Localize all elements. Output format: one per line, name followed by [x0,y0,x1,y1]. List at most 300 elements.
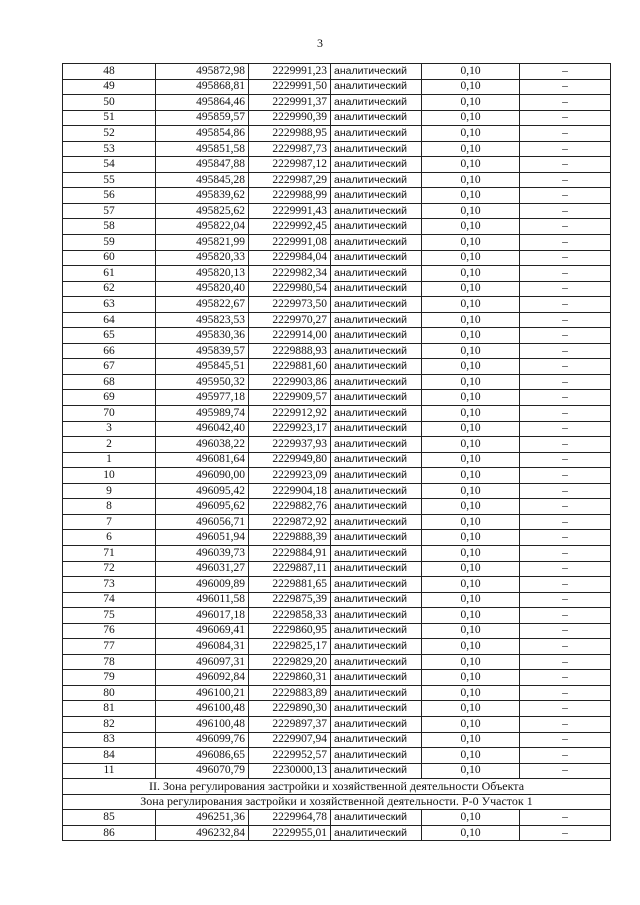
coordinate-y-cell: 2229881,60 [249,359,331,375]
page-number: 3 [317,36,323,50]
note-cell: – [520,748,611,764]
coordinate-y-cell: 2229991,08 [249,235,331,251]
coordinate-x-cell: 495977,18 [156,390,249,406]
coordinate-x-cell: 496086,65 [156,748,249,764]
point-number-cell: 67 [63,359,156,375]
coordinate-x-cell: 496081,64 [156,452,249,468]
method-cell: аналитический [331,266,422,282]
note-cell: – [520,810,611,826]
accuracy-cell: 0,10 [422,763,520,779]
accuracy-cell: 0,10 [422,561,520,577]
accuracy-cell: 0,10 [422,328,520,344]
method-cell: аналитический [331,203,422,219]
coordinate-x-cell: 495823,53 [156,312,249,328]
table-body-plot-1 [63,810,611,841]
point-number-cell: 66 [63,343,156,359]
method-cell: аналитический [331,110,422,126]
table-row [63,639,611,655]
method-cell: аналитический [331,763,422,779]
coordinate-x-cell: 496097,31 [156,654,249,670]
note-cell: – [520,266,611,282]
point-number-cell: 75 [63,608,156,624]
note-cell: – [520,390,611,406]
note-cell: – [520,670,611,686]
table-row [63,312,611,328]
note-cell: – [520,639,611,655]
coordinate-y-cell: 2229881,65 [249,577,331,593]
coordinate-y-cell: 2229987,73 [249,141,331,157]
coordinate-x-cell: 496031,27 [156,561,249,577]
note-cell: – [520,188,611,204]
table-row [63,592,611,608]
accuracy-cell: 0,10 [422,452,520,468]
table-row [63,530,611,546]
table-row [63,654,611,670]
point-number-cell: 62 [63,281,156,297]
method-cell: аналитический [331,406,422,422]
coordinate-x-cell: 495830,36 [156,328,249,344]
table-row [63,452,611,468]
accuracy-cell: 0,10 [422,810,520,826]
table-row [63,110,611,126]
coordinate-x-cell: 496009,89 [156,577,249,593]
coordinate-y-cell: 2229909,57 [249,390,331,406]
note-cell: – [520,701,611,717]
section-heading-row [63,779,611,795]
method-cell: аналитический [331,219,422,235]
table-row [63,141,611,157]
method-cell: аналитический [331,639,422,655]
point-number-cell: 69 [63,390,156,406]
coordinate-x-cell: 496100,48 [156,716,249,732]
table-row [63,374,611,390]
accuracy-cell: 0,10 [422,514,520,530]
method-cell: аналитический [331,748,422,764]
table-row [63,281,611,297]
method-cell: аналитический [331,157,422,173]
method-cell: аналитический [331,483,422,499]
point-number-cell: 9 [63,483,156,499]
note-cell: – [520,374,611,390]
note-cell: – [520,452,611,468]
table-row [63,79,611,95]
note-cell: – [520,577,611,593]
section-heading-subtitle: Зона регулирования застройки и хозяйственной деятельности. Р-0 Участок 1 [63,794,611,810]
coordinate-x-cell: 495820,13 [156,266,249,282]
note-cell: – [520,499,611,515]
point-number-cell: 82 [63,716,156,732]
accuracy-cell: 0,10 [422,545,520,561]
table-row [63,95,611,111]
point-number-cell: 80 [63,685,156,701]
note-cell: – [520,437,611,453]
accuracy-cell: 0,10 [422,701,520,717]
method-cell: аналитический [331,297,422,313]
accuracy-cell: 0,10 [422,235,520,251]
method-cell: аналитический [331,250,422,266]
accuracy-cell: 0,10 [422,297,520,313]
coordinate-x-cell: 495822,67 [156,297,249,313]
note-cell: – [520,763,611,779]
coordinate-y-cell: 2229990,39 [249,110,331,126]
note-cell: – [520,359,611,375]
note-cell: – [520,608,611,624]
coordinate-x-cell: 495845,28 [156,172,249,188]
accuracy-cell: 0,10 [422,203,520,219]
table-row [63,297,611,313]
coordinate-y-cell: 2229937,93 [249,437,331,453]
accuracy-cell: 0,10 [422,732,520,748]
point-number-cell: 6 [63,530,156,546]
coordinate-x-cell: 496011,58 [156,592,249,608]
point-number-cell: 50 [63,95,156,111]
accuracy-cell: 0,10 [422,468,520,484]
coordinate-y-cell: 2229872,92 [249,514,331,530]
coordinate-x-cell: 496251,36 [156,810,249,826]
method-cell: аналитический [331,188,422,204]
table-row [63,172,611,188]
accuracy-cell: 0,10 [422,654,520,670]
accuracy-cell: 0,10 [422,716,520,732]
note-cell: – [520,685,611,701]
coordinate-y-cell: 2230000,13 [249,763,331,779]
coordinate-x-cell: 495821,99 [156,235,249,251]
point-number-cell: 63 [63,297,156,313]
table-row [63,608,611,624]
method-cell: аналитический [331,732,422,748]
coordinate-y-cell: 2229973,50 [249,297,331,313]
coordinate-x-cell: 496092,84 [156,670,249,686]
point-number-cell: 54 [63,157,156,173]
point-number-cell: 52 [63,126,156,142]
coordinate-y-cell: 2229991,23 [249,64,331,80]
note-cell: – [520,219,611,235]
coordinate-y-cell: 2229952,57 [249,748,331,764]
table-row [63,126,611,142]
coordinate-y-cell: 2229914,00 [249,328,331,344]
note-cell: – [520,561,611,577]
accuracy-cell: 0,10 [422,281,520,297]
note-cell: – [520,110,611,126]
note-cell: – [520,281,611,297]
table-row [63,732,611,748]
note-cell: – [520,79,611,95]
point-number-cell: 2 [63,437,156,453]
note-cell: – [520,825,611,841]
coordinate-y-cell: 2229884,91 [249,545,331,561]
accuracy-cell: 0,10 [422,748,520,764]
method-cell: аналитический [331,623,422,639]
coordinate-y-cell: 2229987,29 [249,172,331,188]
coordinate-x-cell: 496069,41 [156,623,249,639]
accuracy-cell: 0,10 [422,670,520,686]
method-cell: аналитический [331,126,422,142]
table-row [63,188,611,204]
table-row [63,701,611,717]
method-cell: аналитический [331,79,422,95]
table-row [63,203,611,219]
accuracy-cell: 0,10 [422,577,520,593]
accuracy-cell: 0,10 [422,79,520,95]
accuracy-cell: 0,10 [422,623,520,639]
accuracy-cell: 0,10 [422,608,520,624]
point-number-cell: 64 [63,312,156,328]
point-number-cell: 85 [63,810,156,826]
table-row [63,499,611,515]
coordinate-y-cell: 2229897,37 [249,716,331,732]
coordinate-x-cell: 496090,00 [156,468,249,484]
method-cell: аналитический [331,499,422,515]
note-cell: – [520,235,611,251]
note-cell: – [520,592,611,608]
table-body-main [63,64,611,779]
coordinate-y-cell: 2229923,17 [249,421,331,437]
table-row [63,219,611,235]
accuracy-cell: 0,10 [422,312,520,328]
accuracy-cell: 0,10 [422,266,520,282]
coordinate-y-cell: 2229888,93 [249,343,331,359]
point-number-cell: 86 [63,825,156,841]
note-cell: – [520,172,611,188]
coordinate-y-cell: 2229825,17 [249,639,331,655]
coordinate-x-cell: 496095,62 [156,499,249,515]
accuracy-cell: 0,10 [422,343,520,359]
coordinate-x-cell: 496070,79 [156,763,249,779]
note-cell: – [520,623,611,639]
point-number-cell: 78 [63,654,156,670]
point-number-cell: 56 [63,188,156,204]
accuracy-cell: 0,10 [422,530,520,546]
table-row [63,825,611,841]
table-row [63,483,611,499]
coordinate-x-cell: 495847,88 [156,157,249,173]
accuracy-cell: 0,10 [422,359,520,375]
coordinate-x-cell: 495851,58 [156,141,249,157]
coordinate-y-cell: 2229949,80 [249,452,331,468]
accuracy-cell: 0,10 [422,390,520,406]
point-number-cell: 65 [63,328,156,344]
note-cell: – [520,312,611,328]
table-row [63,437,611,453]
point-number-cell: 79 [63,670,156,686]
accuracy-cell: 0,10 [422,172,520,188]
table-row [63,406,611,422]
coordinate-y-cell: 2229991,43 [249,203,331,219]
method-cell: аналитический [331,530,422,546]
coordinate-x-cell: 495839,57 [156,343,249,359]
accuracy-cell: 0,10 [422,219,520,235]
method-cell: аналитический [331,592,422,608]
note-cell: – [520,203,611,219]
method-cell: аналитический [331,452,422,468]
table-row [63,235,611,251]
point-number-cell: 84 [63,748,156,764]
method-cell: аналитический [331,608,422,624]
coordinate-x-cell: 495854,86 [156,126,249,142]
coordinate-x-cell: 495820,33 [156,250,249,266]
accuracy-cell: 0,10 [422,483,520,499]
point-number-cell: 81 [63,701,156,717]
note-cell: – [520,514,611,530]
point-number-cell: 71 [63,545,156,561]
point-number-cell: 51 [63,110,156,126]
point-number-cell: 10 [63,468,156,484]
table-row [63,577,611,593]
point-number-cell: 72 [63,561,156,577]
note-cell: – [520,732,611,748]
coordinate-y-cell: 2229904,18 [249,483,331,499]
accuracy-cell: 0,10 [422,825,520,841]
coordinate-x-cell: 495845,51 [156,359,249,375]
accuracy-cell: 0,10 [422,110,520,126]
point-number-cell: 11 [63,763,156,779]
coordinate-x-cell: 496017,18 [156,608,249,624]
note-cell: – [520,250,611,266]
coordinate-x-cell: 496084,31 [156,639,249,655]
note-cell: – [520,157,611,173]
method-cell: аналитический [331,670,422,686]
coordinate-x-cell: 495859,57 [156,110,249,126]
point-number-cell: 48 [63,64,156,80]
coordinate-y-cell: 2229991,37 [249,95,331,111]
coordinate-y-cell: 2229992,45 [249,219,331,235]
coordinate-y-cell: 2229984,04 [249,250,331,266]
table-row [63,670,611,686]
accuracy-cell: 0,10 [422,141,520,157]
method-cell: аналитический [331,561,422,577]
table-row [63,810,611,826]
coordinate-y-cell: 2229890,30 [249,701,331,717]
point-number-cell: 1 [63,452,156,468]
coordinate-y-cell: 2229988,95 [249,126,331,142]
note-cell: – [520,483,611,499]
coordinate-y-cell: 2229883,89 [249,685,331,701]
point-number-cell: 68 [63,374,156,390]
coordinate-x-cell: 495825,62 [156,203,249,219]
table-row [63,64,611,80]
method-cell: аналитический [331,359,422,375]
table-row [63,250,611,266]
coordinate-x-cell: 496099,76 [156,732,249,748]
table-row [63,545,611,561]
accuracy-cell: 0,10 [422,406,520,422]
point-number-cell: 73 [63,577,156,593]
coordinate-y-cell: 2229964,78 [249,810,331,826]
coordinate-x-cell: 495820,40 [156,281,249,297]
table-row [63,623,611,639]
accuracy-cell: 0,10 [422,188,520,204]
note-cell: – [520,126,611,142]
section-heading-row [63,794,611,810]
coordinate-y-cell: 2229860,31 [249,670,331,686]
note-cell: – [520,468,611,484]
point-number-cell: 70 [63,406,156,422]
coordinate-x-cell: 495989,74 [156,406,249,422]
note-cell: – [520,406,611,422]
table-row [63,328,611,344]
method-cell: аналитический [331,374,422,390]
method-cell: аналитический [331,281,422,297]
coordinate-y-cell: 2229982,34 [249,266,331,282]
note-cell: – [520,343,611,359]
coordinate-x-cell: 496100,48 [156,701,249,717]
table-row [63,468,611,484]
coordinate-x-cell: 495868,81 [156,79,249,95]
coordinate-x-cell: 496100,21 [156,685,249,701]
method-cell: аналитический [331,437,422,453]
note-cell: – [520,141,611,157]
method-cell: аналитический [331,421,422,437]
coordinate-y-cell: 2229882,76 [249,499,331,515]
point-number-cell: 77 [63,639,156,655]
accuracy-cell: 0,10 [422,499,520,515]
point-number-cell: 53 [63,141,156,157]
table-row [63,748,611,764]
point-number-cell: 57 [63,203,156,219]
point-number-cell: 59 [63,235,156,251]
coordinate-x-cell: 495839,62 [156,188,249,204]
note-cell: – [520,297,611,313]
table-row [63,390,611,406]
note-cell: – [520,95,611,111]
coordinate-x-cell: 496232,84 [156,825,249,841]
point-number-cell: 49 [63,79,156,95]
coordinate-x-cell: 496051,94 [156,530,249,546]
coordinate-y-cell: 2229860,95 [249,623,331,639]
point-number-cell: 74 [63,592,156,608]
point-number-cell: 83 [63,732,156,748]
accuracy-cell: 0,10 [422,157,520,173]
coordinate-x-cell: 495864,46 [156,95,249,111]
method-cell: аналитический [331,390,422,406]
accuracy-cell: 0,10 [422,126,520,142]
coordinate-y-cell: 2229923,09 [249,468,331,484]
method-cell: аналитический [331,716,422,732]
table-row [63,685,611,701]
method-cell: аналитический [331,95,422,111]
coordinate-x-cell: 495872,98 [156,64,249,80]
coordinate-y-cell: 2229912,92 [249,406,331,422]
method-cell: аналитический [331,64,422,80]
method-cell: аналитический [331,825,422,841]
coordinate-y-cell: 2229991,50 [249,79,331,95]
table-row [63,421,611,437]
table-row [63,763,611,779]
coordinate-x-cell: 496038,22 [156,437,249,453]
method-cell: аналитический [331,545,422,561]
accuracy-cell: 0,10 [422,250,520,266]
method-cell: аналитический [331,577,422,593]
coordinate-y-cell: 2229903,86 [249,374,331,390]
method-cell: аналитический [331,810,422,826]
accuracy-cell: 0,10 [422,64,520,80]
method-cell: аналитический [331,685,422,701]
point-number-cell: 55 [63,172,156,188]
coordinate-y-cell: 2229970,27 [249,312,331,328]
note-cell: – [520,545,611,561]
accuracy-cell: 0,10 [422,592,520,608]
point-number-cell: 3 [63,421,156,437]
accuracy-cell: 0,10 [422,95,520,111]
table-body-section [63,779,611,810]
point-number-cell: 8 [63,499,156,515]
method-cell: аналитический [331,235,422,251]
method-cell: аналитический [331,172,422,188]
method-cell: аналитический [331,328,422,344]
coordinate-x-cell: 495950,32 [156,374,249,390]
coordinate-x-cell: 496095,42 [156,483,249,499]
method-cell: аналитический [331,312,422,328]
